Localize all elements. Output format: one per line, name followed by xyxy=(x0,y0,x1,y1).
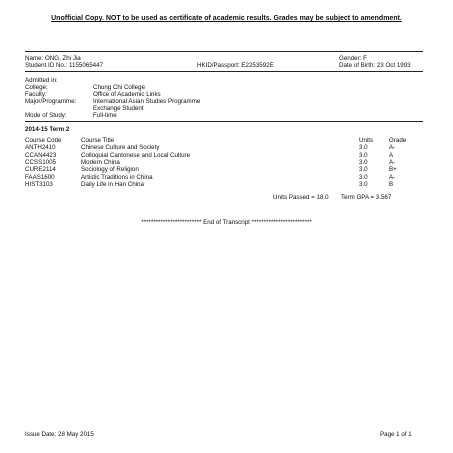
course-grade: B xyxy=(389,180,394,188)
gender-label: Gender: xyxy=(339,55,362,62)
course-title: Chinese Culture and Society xyxy=(81,144,160,152)
dob-value: 23 Oct 1993 xyxy=(376,62,411,69)
course-units: 3.0 xyxy=(359,166,368,174)
header-units: Units xyxy=(359,137,374,144)
identity-divider xyxy=(25,71,423,72)
units-passed: Units Passed = 18.0 xyxy=(273,194,329,201)
course-code: CCAN4423 xyxy=(25,151,57,159)
faculty-label: Faculty: xyxy=(25,91,47,98)
course-code: ANTH2410 xyxy=(25,144,56,152)
course-grade: A xyxy=(389,151,394,159)
name-label: Name: xyxy=(25,55,44,62)
student-id: 1155065447 xyxy=(69,62,103,69)
header-top-divider xyxy=(25,51,423,52)
table-row xyxy=(25,166,423,173)
college-value: Chung Chi College xyxy=(93,84,145,91)
course-title: Artistic Traditions in China xyxy=(81,173,153,181)
table-row xyxy=(25,152,423,159)
hkid-value: E2253592E xyxy=(241,62,274,69)
student-id-label: Student ID No.: xyxy=(25,62,68,69)
term-title: 2014-15 Term 2 xyxy=(25,126,70,133)
course-units: 3.0 xyxy=(359,180,368,188)
admitted-in-label: Admitted in: xyxy=(25,77,58,84)
admission-divider xyxy=(25,121,423,122)
course-title: Colloquial Cantonese and Local Culture xyxy=(81,151,191,159)
end-of-transcript: ************************* End of Transcript ************************* xyxy=(141,219,312,226)
course-units: 3.0 xyxy=(359,151,368,159)
issue-date: Issue Date: 28 May 2015 xyxy=(25,431,94,438)
mode-of-study-value: Full-time xyxy=(93,112,117,119)
course-code: CURE2114 xyxy=(25,166,56,174)
major-label: Major/Programme: xyxy=(25,98,77,105)
table-row xyxy=(25,181,423,188)
course-grade: B+ xyxy=(389,166,397,174)
course-units: 3.0 xyxy=(359,144,368,152)
header-course-title: Course Title xyxy=(81,137,115,144)
course-code: HIST3103 xyxy=(25,180,53,188)
course-units: 3.0 xyxy=(359,158,368,166)
table-row xyxy=(25,174,423,181)
unofficial-copy-banner: Unofficial Copy. NOT to be used as certificate of academic results. Grades may be subject to amendment. xyxy=(51,15,402,22)
course-grade: A- xyxy=(389,144,396,152)
term-gpa: Term GPA = 3.567 xyxy=(341,194,392,201)
course-title: Daily Life in Han China xyxy=(81,180,144,188)
course-title: Sociology of Religion xyxy=(81,166,139,174)
major-value-line1: International Asian Studies Programme xyxy=(93,98,201,105)
hkid-label: HKID/Passport: xyxy=(197,62,240,69)
dob-label: Date of Birth: xyxy=(339,62,376,69)
page-number: Page 1 of 1 xyxy=(380,431,412,438)
major-value-line2: Exchange Student xyxy=(93,105,144,112)
college-label: College: xyxy=(25,84,48,91)
course-code: CCSS1005 xyxy=(25,158,56,166)
course-grade: A- xyxy=(389,173,396,181)
student-name: ONG, Zhi Jia xyxy=(44,55,81,62)
course-title: Modern China xyxy=(81,158,120,166)
hkid-row xyxy=(197,62,274,69)
course-grade: A- xyxy=(389,158,396,166)
student-gender: F xyxy=(363,55,367,62)
table-row xyxy=(25,159,423,166)
course-units: 3.0 xyxy=(359,173,368,181)
header-grade: Grade xyxy=(389,137,407,144)
student-id-row xyxy=(25,62,103,69)
dob-row xyxy=(339,62,411,69)
course-code: FAAS1600 xyxy=(25,173,55,181)
faculty-value: Office of Academic Links xyxy=(93,91,161,98)
mode-of-study-label: Mode of Study: xyxy=(25,112,67,119)
course-table-header xyxy=(25,137,423,144)
table-row xyxy=(25,144,423,151)
header-course-code: Course Code xyxy=(25,137,62,144)
